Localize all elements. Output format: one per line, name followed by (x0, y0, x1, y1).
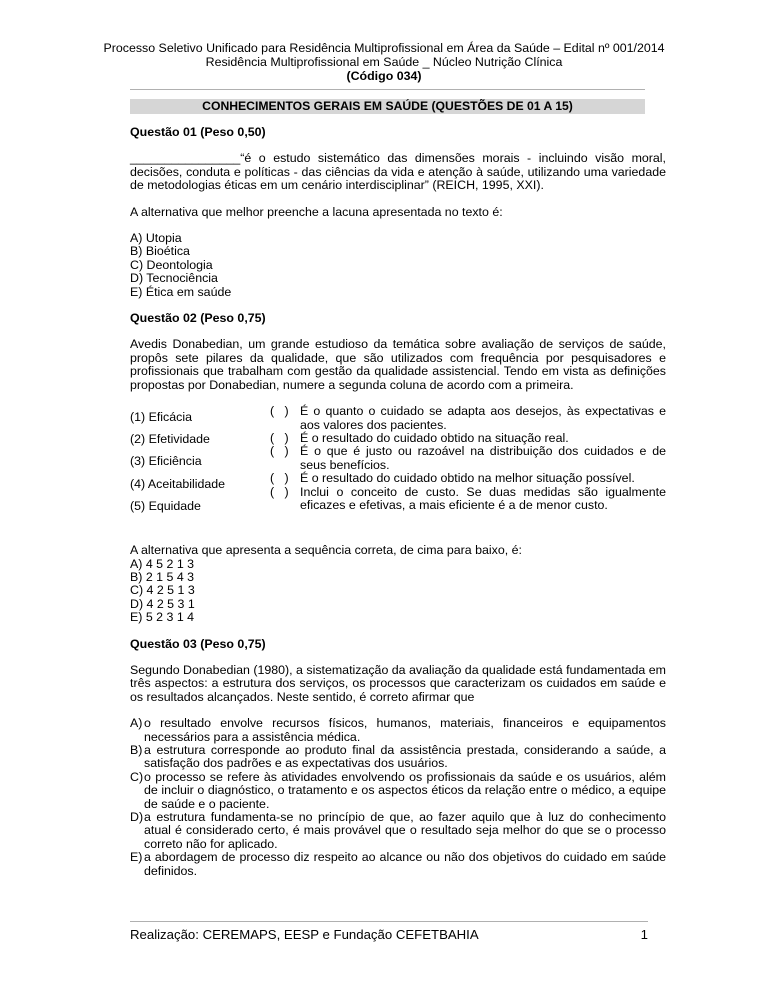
option-label: C) (130, 769, 144, 784)
option-label: B) (130, 742, 143, 757)
header-subtitle: Residência Multiprofissional em Saúde _ Núcleo Nutrição Clínica (205, 55, 563, 69)
page-header (0, 41, 768, 83)
second-column-item (270, 486, 666, 513)
question-1-option-b: B) Bioética (130, 244, 190, 259)
question-3-option-c (130, 771, 666, 811)
footer-divider (130, 921, 648, 922)
question-2-prompt: A alternativa que apresenta a sequência correta, de cima para baixo, é: (130, 543, 522, 558)
question-3-text: Segundo Donabedian (1980), a sistematização da avaliação da qualidade está fundamentada em três aspectos: a estrutura dos serviços, os processos que caracterizam os cuidados em saúde e os resultados alcançados. Neste sentido, é correto afirmar que (130, 662, 666, 704)
second-column (270, 405, 666, 512)
question-1-title: Questão 01 (Peso 0,50) (130, 125, 266, 139)
question-2-option-c: C) 4 2 5 1 3 (130, 583, 195, 598)
question-1-option-c: C) Deontologia (130, 257, 213, 272)
header-code: (Código 034) (346, 69, 422, 83)
header-title: Processo Seletivo Unificado para Residência Multiprofissional em Área da Saúde – Edital nº 001/2014 (103, 41, 665, 55)
question-3-title: Questão 03 (Peso 0,75) (130, 636, 266, 651)
first-column-item: (5) Equidade (130, 498, 201, 513)
option-label: A) (130, 716, 143, 731)
question-3-option-d (130, 811, 666, 851)
question-2-option-d: D) 4 2 5 3 1 (130, 596, 195, 611)
option-text: o processo se refere às atividades envolvendo os profissionais da saúde e os usuários, além de incluir o diagnóstico, o tratamento e os aspectos éticos da relação entre o médico, a equipe de saúde e o paciente. (144, 769, 666, 811)
question-1-prompt: A alternativa que melhor preenche a lacuna apresentada no texto é: (130, 204, 503, 219)
option-label: D) (130, 810, 144, 824)
second-column-text: É o resultado do cuidado obtido na situação real. (300, 430, 569, 445)
answer-blank: ( ) (270, 484, 289, 499)
question-2-title: Questão 02 (Peso 0,75) (130, 311, 266, 326)
second-column-text: É o quanto o cuidado se adapta aos desejos, às expectativas e aos valores dos pacientes. (300, 404, 666, 432)
page-footer (130, 927, 648, 942)
footer-text: Realização: CEREMAPS, EESP e Fundação CEFETBAHIA (130, 927, 479, 942)
question-2-text: Avedis Donabedian, um grande estudioso da temática sobre avaliação de serviços de saúde, propôs sete pilares da qualidade, que são utilizados com frequência por pesquisadores e profissionais que trabalham com gestão da qualidade assistencial. Tendo em vista as definições propostas por Donabedian, numere a segunda coluna de acordo com a primeira. (130, 337, 666, 392)
second-column-item (270, 405, 666, 432)
second-column-text: É o que é justo ou razoável na distribuição dos cuidados e de seus benefícios. (300, 444, 666, 472)
question-2-option-e: E) 5 2 3 1 4 (130, 610, 195, 625)
first-column-item: (1) Eficácia (130, 410, 192, 425)
question-1-option-d: D) Tecnociência (130, 271, 218, 286)
second-column-text: Inclui o conceito de custo. Se duas medidas são igualmente eficazes e efetivas, a mais eficiente é a de menor custo. (300, 484, 666, 512)
second-column-text: É o resultado do cuidado obtido na melhor situação possível. (300, 471, 635, 486)
section-title: CONHECIMENTOS GERAIS EM SAÚDE (QUESTÕES DE 01 A 15) (130, 99, 645, 114)
first-column-item: (2) Efetividade (130, 432, 210, 447)
answer-blank: ( ) (270, 404, 289, 419)
question-3-options (130, 717, 666, 878)
question-1-text: ________________“é o estudo sistemático das dimensões morais - incluindo visão moral, decisões, conduta e políticas - das ciências da vida e atenção à saúde, utilizando uma variedade de metodologias éticas em um cenário interdisciplinar” (REICH, 1995, XXI). (130, 151, 666, 193)
answer-blank: ( ) (270, 430, 289, 445)
first-column-item: (3) Eficiência (130, 454, 202, 469)
question-2-options (130, 558, 666, 625)
page-number: 1 (640, 927, 648, 942)
question-1-option-e: E) Ética em saúde (130, 284, 232, 299)
first-column (130, 411, 270, 522)
question-2-option-a: A) 4 5 2 1 3 (130, 556, 195, 571)
first-column-item: (4) Aceitabilidade (130, 476, 226, 491)
second-column-item (270, 472, 666, 485)
option-text: a estrutura corresponde ao produto final da assistência prestada, considerando a saúde, a satisfação dos padrões e as expectativas dos usuários. (144, 742, 666, 771)
option-text: o resultado envolve recursos físicos, humanos, materiais, financeiros e equipamentos necessários para a assistência médica. (144, 716, 666, 744)
header-divider (130, 89, 645, 90)
option-text: a estrutura fundamenta-se no princípio de que, ao fazer aquilo que à luz do conhecimento atual é considerado certo, é mais provável que o resultado seja melhor do que se o processo correto não for aplicado. (144, 810, 666, 851)
matching-columns (130, 405, 666, 530)
question-2-option-b: B) 2 1 5 4 3 (130, 569, 195, 584)
answer-blank: ( ) (270, 471, 289, 486)
option-label: E) (130, 850, 143, 865)
question-1-options (130, 232, 666, 299)
option-text: a abordagem de processo diz respeito ao alcance ou não dos objetivos do cuidado em saúde definidos. (144, 850, 666, 878)
question-3-option-e (130, 851, 666, 878)
answer-blank: ( ) (270, 444, 289, 459)
questions-content (130, 126, 666, 878)
second-column-item (270, 445, 666, 472)
question-1-option-a: A) Utopia (130, 231, 182, 246)
question-3-option-a (130, 717, 666, 744)
question-3-option-b (130, 744, 666, 771)
